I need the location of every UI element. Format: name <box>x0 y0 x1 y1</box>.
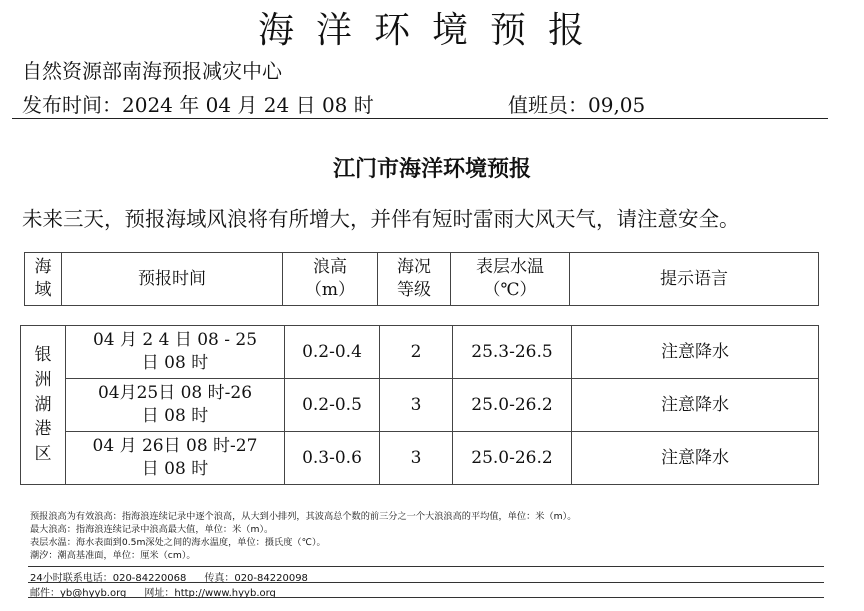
table-row <box>21 379 819 432</box>
page-title: 海洋环境预报 <box>257 10 606 51</box>
tip-cell: 注意降水 <box>572 326 819 379</box>
contact-phone: 24小时联系电话：020-84220068 <box>30 573 187 584</box>
time-cell <box>66 379 285 432</box>
sst-cell: 25.0-26.2 <box>453 379 572 432</box>
issuer-name: 自然资源部南海预报减灾中心 <box>22 59 282 83</box>
time-line1: 04月25日 08 时-26 <box>97 383 253 404</box>
time-cell <box>66 326 285 379</box>
time-line1: 04 月 2 4 日 08 - 25 <box>92 330 258 351</box>
wave-cell: 0.2-0.5 <box>285 379 380 432</box>
col-sea-line2: 等级 <box>397 280 431 300</box>
duty-officer: 值班员：09,05 <box>508 93 646 117</box>
sea-state-cell: 3 <box>380 379 453 432</box>
col-area-label: 海域 <box>34 257 52 300</box>
tip-cell: 注意降水 <box>572 432 819 485</box>
forecast-table <box>20 325 819 485</box>
forecast-warning: 未来三天，预报海域风浪将有所增大，并伴有短时雷雨大风天气，请注意安全。 <box>22 207 740 231</box>
table-row <box>21 326 819 379</box>
col-sst-header <box>451 253 570 306</box>
time-line2: 日 08 时 <box>141 353 209 373</box>
col-area-header <box>25 253 62 306</box>
contact-fax: 传真：020-84220098 <box>204 573 308 584</box>
wave-cell: 0.2-0.4 <box>285 326 380 379</box>
note-line: 表层水温：海水表面到0.5m深处之间的海水温度，单位：摄氏度（℃）。 <box>30 537 326 548</box>
col-tip-header: 提示语言 <box>570 253 819 306</box>
col-wave-line2: （m） <box>304 280 356 300</box>
notes-divider <box>28 566 824 567</box>
header-row <box>25 253 819 306</box>
table-row <box>21 432 819 485</box>
col-sea-header <box>378 253 451 306</box>
tip-cell: 注意降水 <box>572 379 819 432</box>
forecast-subtitle: 江门市海洋环境预报 <box>332 156 531 182</box>
col-sst-line1: 表层水温 <box>476 257 544 278</box>
header-divider <box>12 118 828 119</box>
col-sea-line1: 海况 <box>397 257 431 278</box>
col-wave-header <box>283 253 378 306</box>
sst-cell: 25.0-26.2 <box>453 432 572 485</box>
note-line: 潮汐：潮高基准面，单位：厘米（cm）。 <box>30 550 196 561</box>
sea-state-cell: 2 <box>380 326 453 379</box>
area-cell <box>21 326 66 485</box>
sst-cell: 25.3-26.5 <box>453 326 572 379</box>
footer-divider <box>28 597 824 598</box>
area-name: 银洲湖港区 <box>34 345 52 464</box>
forecast-table-header <box>24 252 819 306</box>
time-line2: 日 08 时 <box>141 459 209 479</box>
contact-divider <box>28 582 824 583</box>
note-line: 最大浪高：指海浪连续记录中浪高最大值，单位：米（m）。 <box>30 524 274 535</box>
sea-state-cell: 3 <box>380 432 453 485</box>
col-time-header: 预报时间 <box>62 253 283 306</box>
col-wave-line1: 浪高 <box>313 257 347 278</box>
contact-website[interactable]: 网址：http://www.hyyb.org <box>144 588 276 599</box>
release-time: 发布时间：2024 年 04 月 24 日 08 时 <box>22 93 374 117</box>
contact-email[interactable]: 邮件：yb@hyyb.org <box>30 588 127 599</box>
time-line2: 日 08 时 <box>141 406 209 426</box>
wave-cell: 0.3-0.6 <box>285 432 380 485</box>
col-sst-line2: （℃） <box>483 280 537 300</box>
time-line1: 04 月 26日 08 时-27 <box>92 436 258 457</box>
note-line: 预报浪高为有效浪高：指海浪连续记录中逐个浪高，从大到小排列，其波高总个数的前三分之一个大浪浪高的平均值，单位：米（m）。 <box>30 511 577 522</box>
time-cell <box>66 432 285 485</box>
definitions-notes <box>30 510 576 562</box>
